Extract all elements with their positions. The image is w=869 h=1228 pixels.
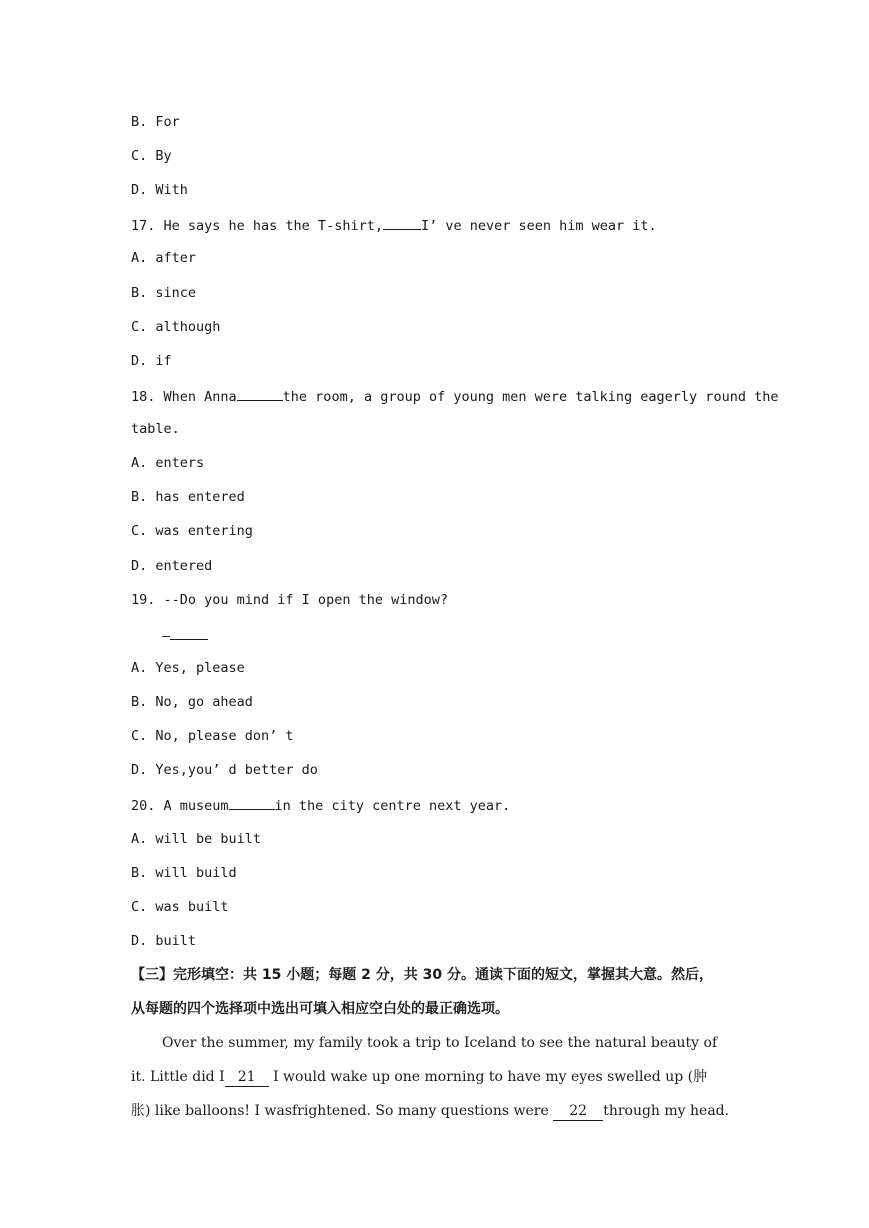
q19-reply — [162, 625, 208, 645]
q19-stem: 19. --Do you mind if I open the window? — [131, 592, 448, 608]
passage-blank-22: 22 — [553, 1102, 603, 1121]
q19-reply-dash: — — [162, 628, 171, 644]
section3-heading-line2: 从每题的四个选择项中选出可填入相应空白处的最正确选项。 — [131, 1001, 509, 1017]
q17-stem-after: I’ ve never seen him wear it. — [420, 218, 657, 234]
q18-stem-after: the room, a group of young men were talking eagerly round the — [282, 389, 779, 405]
q16-option-b: B. For — [131, 114, 180, 130]
q20-stem-before: 20. A museum — [131, 798, 229, 814]
q17-stem — [131, 215, 657, 235]
q17-blank — [383, 215, 421, 230]
q17-option-c: C. although — [131, 319, 221, 335]
q17-stem-before: 17. He says he has the T-shirt, — [131, 218, 383, 234]
q18-option-a: A. enters — [131, 455, 205, 471]
q17-option-a: A. after — [131, 250, 197, 266]
q20-option-c: C. was built — [131, 899, 229, 915]
passage-line3-after: through my head. — [603, 1103, 730, 1119]
q17-option-b: B. since — [131, 285, 197, 301]
passage-line2 — [131, 1068, 707, 1087]
q16-option-c: C. By — [131, 148, 172, 164]
q19-option-b: B. No, go ahead — [131, 694, 253, 710]
passage-line2-before: it. Little did I — [131, 1069, 225, 1085]
q18-option-c: C. was entering — [131, 523, 253, 539]
q18-stem-before: 18. When Anna — [131, 389, 237, 405]
q18-stem-cont: table. — [131, 421, 180, 437]
q20-option-a: A. will be built — [131, 831, 262, 847]
passage-line3 — [131, 1102, 729, 1121]
q19-option-d: D. Yes,you’ d better do — [131, 762, 318, 778]
q18-option-b: B. has entered — [131, 489, 245, 505]
q16-option-d: D. With — [131, 182, 188, 198]
passage-line3-before: 胀) like balloons! I wasfrightened. So many questions were — [131, 1103, 549, 1119]
q18-option-d: D. entered — [131, 558, 213, 574]
q20-stem-after: in the city centre next year. — [274, 798, 511, 814]
section3-heading-line1: 【三】完形填空：共 15 小题；每题 2 分，共 30 分。通读下面的短文，掌握其大意。然后， — [131, 967, 713, 983]
q20-option-d: D. built — [131, 933, 197, 949]
q18-blank — [237, 386, 283, 401]
passage-blank-21: 21 — [225, 1068, 269, 1087]
q19-blank — [170, 625, 208, 640]
q19-option-c: C. No, please don’ t — [131, 728, 294, 744]
q20-stem — [131, 795, 510, 815]
passage-line2-after: I would wake up one morning to have my eyes swelled up (肿 — [273, 1069, 708, 1085]
q20-option-b: B. will build — [131, 865, 237, 881]
q17-option-d: D. if — [131, 353, 172, 369]
q19-option-a: A. Yes, please — [131, 660, 245, 676]
q18-stem — [131, 386, 778, 406]
q20-blank — [229, 795, 275, 810]
passage-line1: Over the summer, my family took a trip to Iceland to see the natural beauty of — [162, 1035, 718, 1051]
